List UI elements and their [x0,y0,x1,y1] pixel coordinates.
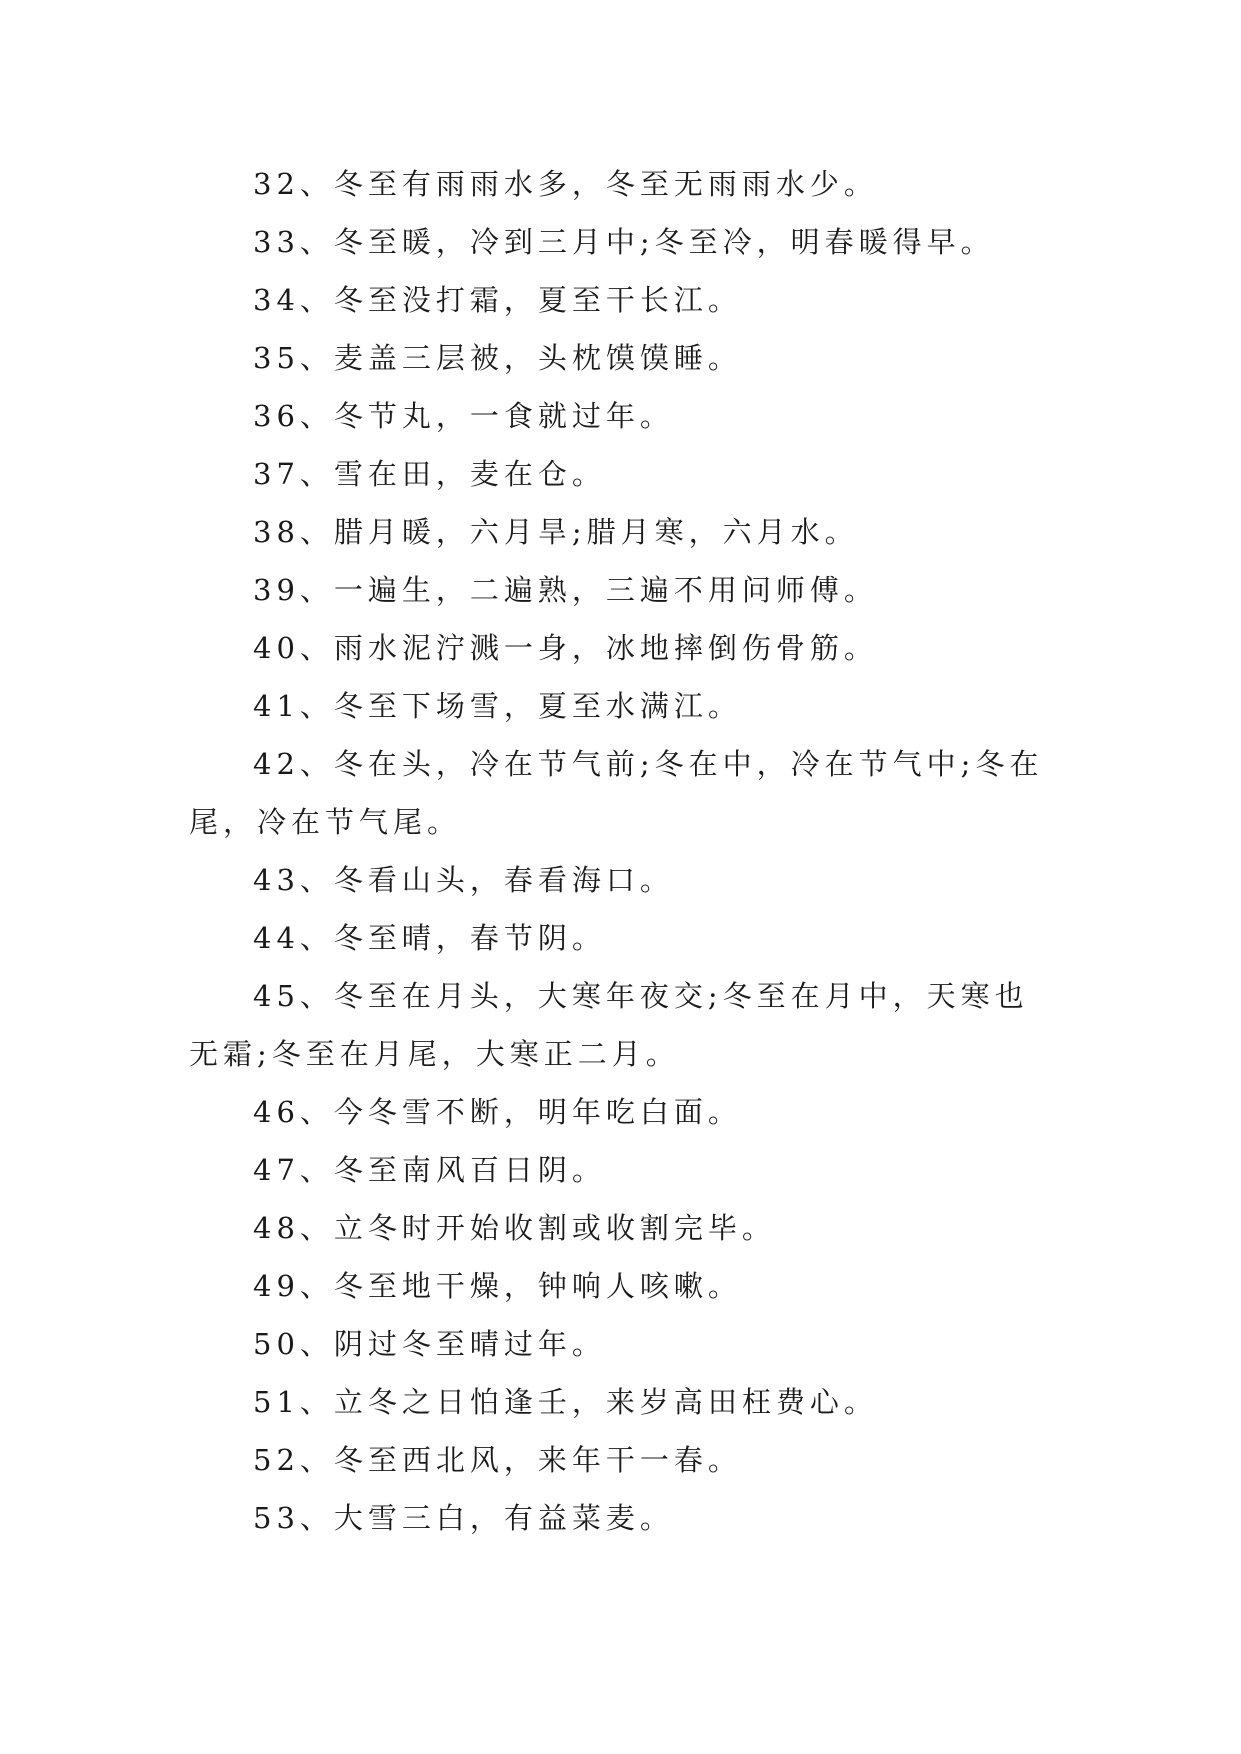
list-item: 50、阴过冬至晴过年。 [253,1327,606,1361]
list-item: 39、一遍生，二遍熟，三遍不用问师傅。 [253,573,878,607]
list-item: 52、冬至西北风，来年干一春。 [253,1443,742,1477]
list-item: 33、冬至暖，冷到三月中;冬至冷，明春暖得早。 [253,225,995,259]
list-item: 36、冬节丸，一食就过年。 [253,399,674,433]
list-item: 42、冬在头，冷在节气前;冬在中，冷在节气中;冬在尾，冷在节气尾。 [189,747,1044,839]
list-item: 51、立冬之日怕逢壬，来岁高田枉费心。 [253,1385,878,1419]
list-item: 49、冬至地干燥，钟响人咳嗽。 [253,1269,742,1303]
list-item: 32、冬至有雨雨水多，冬至无雨雨水少。 [253,167,878,201]
list-item: 45、冬至在月头，大寒年夜交;冬至在月中，天寒也无霜;冬至在月尾，大寒正二月。 [189,979,1029,1071]
list-item: 48、立冬时开始收割或收割完毕。 [253,1211,776,1245]
list-item: 40、雨水泥泞溅一身，冰地摔倒伤骨筋。 [253,631,878,665]
list-item: 35、麦盖三层被，头枕馍馍睡。 [253,341,742,375]
list-item: 37、雪在田，麦在仓。 [253,457,606,491]
list-item: 41、冬至下场雪，夏至水满江。 [253,689,742,723]
list-item: 44、冬至晴，春节阴。 [253,921,606,955]
list-item: 53、大雪三白，有益菜麦。 [253,1501,674,1535]
list-item: 38、腊月暖，六月旱;腊月寒，六月水。 [253,515,859,549]
list-item: 46、今冬雪不断，明年吃白面。 [253,1095,742,1129]
list-item: 34、冬至没打霜，夏至干长江。 [253,283,742,317]
list-item: 47、冬至南风百日阴。 [253,1153,606,1187]
list-item: 43、冬看山头，春看海口。 [253,863,674,897]
document-body [189,155,1059,1547]
